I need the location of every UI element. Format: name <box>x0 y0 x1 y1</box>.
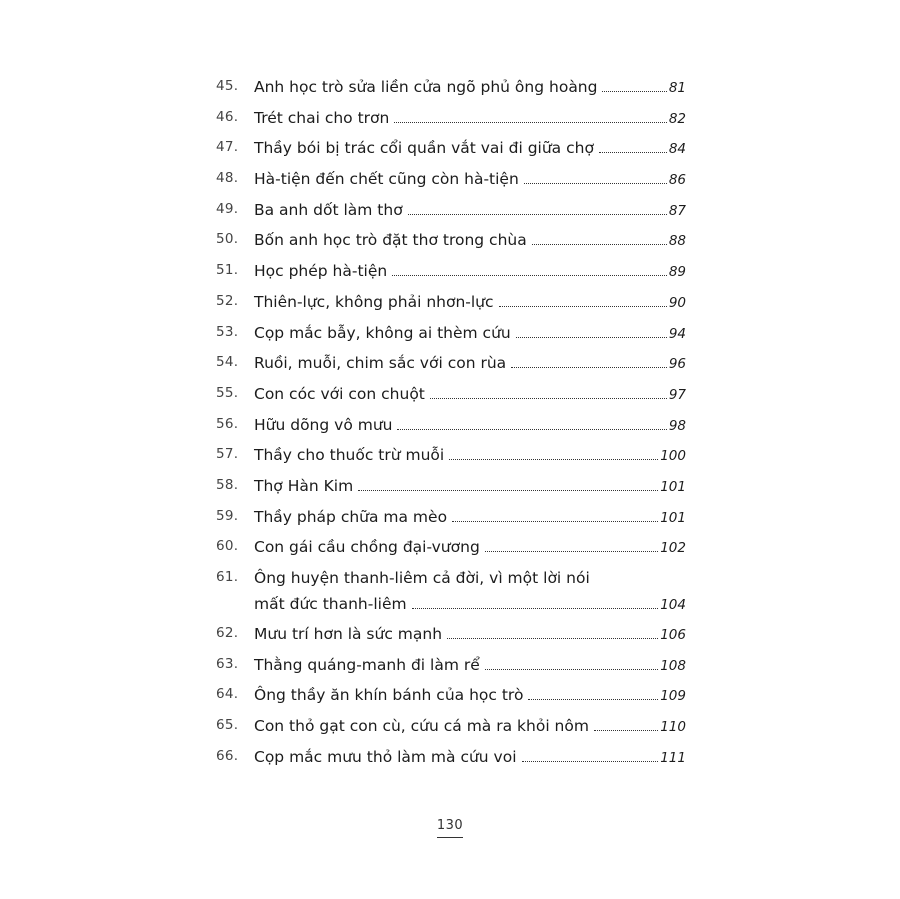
entry-title: Cọp mắc bẫy, không ai thèm cứu <box>254 323 511 342</box>
toc-entry <box>216 652 686 683</box>
entry-title: Bốn anh học trò đặt thơ trong chùa <box>254 231 527 250</box>
dot-leader <box>485 669 658 670</box>
entry-page: 96 <box>668 356 686 373</box>
entry-number: 48. <box>216 170 239 187</box>
entry-page: 98 <box>668 417 686 434</box>
entry-number: 45. <box>216 78 239 94</box>
dot-leader <box>449 459 658 460</box>
entry-page: 111 <box>660 749 686 766</box>
entry-number: 57. <box>216 446 239 463</box>
entry-number: 50. <box>216 231 239 248</box>
entry-title: Ba anh dốt làm thơ <box>254 200 403 219</box>
entry-page: 97 <box>668 386 686 403</box>
entry-number: 53. <box>216 323 239 340</box>
toc-entry <box>216 473 686 504</box>
entry-title: Con gái cầu chồng đại-vương <box>254 538 480 557</box>
entry-title: Thầy pháp chữa ma mèo <box>254 507 448 526</box>
dot-leader <box>447 638 658 639</box>
entry-title: Thằng quáng-manh đi làm rể <box>254 655 480 674</box>
toc-entry <box>216 621 686 652</box>
dot-leader <box>511 367 667 368</box>
dot-leader <box>397 429 666 430</box>
page-footer <box>0 814 900 838</box>
toc-entry <box>216 713 686 744</box>
entry-title: Thầy bói bị trác cổi quần vắt vai đi giữa chợ <box>254 139 594 158</box>
toc-entry <box>216 744 686 775</box>
dot-leader <box>452 521 658 522</box>
entry-number: 49. <box>216 200 239 217</box>
entry-number: 66. <box>216 747 239 764</box>
toc-entry <box>216 442 686 473</box>
entry-title: mất đức thanh-liêm <box>254 595 407 613</box>
entry-title: Hữu dõng vô mưu <box>254 415 393 434</box>
dot-leader <box>516 337 667 338</box>
entry-page: 81 <box>668 80 686 96</box>
entry-title: Con cóc với con chuột <box>254 384 425 403</box>
toc-entry <box>216 320 686 351</box>
dot-leader <box>408 214 667 215</box>
entry-title: Anh học trò sửa liền cửa ngõ phủ ông hoàng <box>254 78 598 96</box>
dot-leader <box>602 91 666 92</box>
entry-page: 104 <box>660 597 686 613</box>
entry-number: 51. <box>216 262 239 279</box>
entry-page: 86 <box>668 172 686 189</box>
toc-entry <box>216 534 686 565</box>
entry-page: 88 <box>668 233 686 250</box>
entry-title: Thiên-lực, không phải nhơn-lực <box>254 292 494 311</box>
entry-number: 54. <box>216 354 239 371</box>
dot-leader <box>430 398 667 399</box>
entry-page: 102 <box>660 540 686 557</box>
entry-title: Mưu trí hơn là sức mạnh <box>254 625 443 643</box>
entry-number: 62. <box>216 625 239 641</box>
entry-title: Thầy cho thuốc trừ muỗi <box>254 446 445 465</box>
toc-entry <box>216 412 686 443</box>
entry-page: 84 <box>668 141 686 158</box>
dot-leader <box>394 122 666 123</box>
entry-page: 101 <box>660 478 686 495</box>
dot-leader <box>522 761 659 762</box>
dot-leader <box>599 152 667 153</box>
toc-entry <box>216 682 686 713</box>
entry-title: Học phép hà-tiện <box>254 262 388 281</box>
entry-title: Ruồi, muỗi, chim sắc với con rùa <box>254 354 507 373</box>
dot-leader <box>499 306 667 307</box>
entry-number: 52. <box>216 292 239 309</box>
entry-page: 110 <box>660 719 686 736</box>
toc-entry <box>216 105 686 136</box>
entry-title: Ông thầy ăn khín bánh của học trò <box>254 686 524 705</box>
dot-leader <box>524 183 667 184</box>
entry-title: Hà-tiện đến chết cũng còn hà-tiện <box>254 170 519 189</box>
toc-entry <box>216 135 686 166</box>
dot-leader <box>392 275 667 276</box>
toc-entry <box>216 74 686 105</box>
dot-leader <box>528 699 658 700</box>
entry-number: 60. <box>216 538 239 555</box>
entry-title: Trét chai cho trơn <box>254 108 390 127</box>
entry-page: 94 <box>668 325 686 342</box>
entry-number: 59. <box>216 507 239 524</box>
entry-page: 106 <box>660 627 686 643</box>
entry-number: 65. <box>216 717 239 734</box>
table-of-contents <box>216 74 686 774</box>
dot-leader <box>532 244 667 245</box>
dot-leader <box>412 608 659 609</box>
toc-entry <box>216 227 686 258</box>
entry-page: 82 <box>668 110 686 127</box>
entry-number: 64. <box>216 686 239 703</box>
entry-number: 56. <box>216 415 239 432</box>
toc-entry <box>216 289 686 320</box>
entry-page: 101 <box>660 509 686 526</box>
entry-number: 61. <box>216 569 239 585</box>
entry-page: 90 <box>668 294 686 311</box>
entry-number: 63. <box>216 655 239 672</box>
toc-entry <box>216 350 686 381</box>
entry-title-line1: Ông huyện thanh-liêm cả đời, vì một lời nói <box>254 569 590 587</box>
entry-number: 55. <box>216 384 239 401</box>
toc-entry <box>216 565 686 621</box>
entry-page: 89 <box>668 264 686 281</box>
entry-page: 100 <box>660 448 686 465</box>
dot-leader <box>594 730 658 731</box>
toc-entry <box>216 381 686 412</box>
page-number: 130 <box>437 818 463 838</box>
dot-leader <box>358 490 658 491</box>
dot-leader <box>485 551 658 552</box>
entry-page: 108 <box>660 657 686 674</box>
entry-page: 87 <box>668 202 686 219</box>
entry-number: 47. <box>216 139 239 156</box>
entry-title: Cọp mắc mưu thỏ làm mà cứu voi <box>254 747 517 766</box>
toc-entry <box>216 504 686 535</box>
entry-page: 109 <box>660 688 686 705</box>
toc-entry <box>216 166 686 197</box>
toc-entry <box>216 258 686 289</box>
entry-number: 46. <box>216 108 239 125</box>
toc-entry <box>216 197 686 228</box>
entry-number: 58. <box>216 476 239 493</box>
entry-title: Con thỏ gạt con cù, cứu cá mà ra khỏi nôm <box>254 717 589 736</box>
entry-title: Thợ Hàn Kim <box>254 476 354 495</box>
